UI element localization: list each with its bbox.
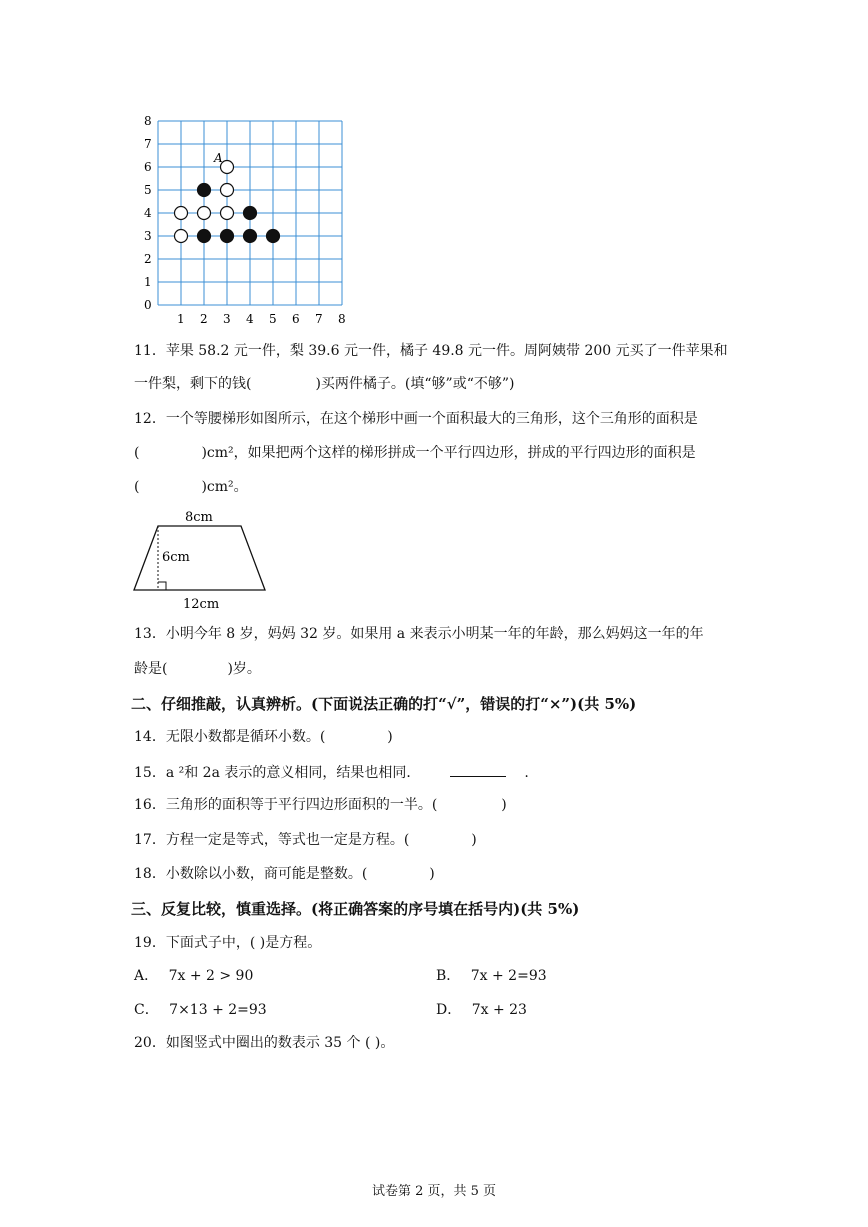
coordinate-grid-figure: [130, 108, 360, 330]
question-13-line-1: 13．小明今年 8 岁，妈妈 32 岁。如果用 a 来表示小明某一年的年龄，那么妈妈这一年的年: [134, 626, 704, 642]
white-stone: [221, 184, 234, 197]
trapezoid-height-label: 6cm: [162, 550, 190, 565]
option-c-text: 7×13 + 2=93: [169, 1002, 267, 1018]
trapezoid-shape: [134, 526, 265, 590]
black-stone: [198, 230, 211, 243]
question-12-line-3: [134, 477, 248, 497]
question-15: [134, 762, 529, 783]
q12-text-b: )cm²，如果把两个这样的梯形拼成一个平行四边形，拼成的平行四边形的面积是: [201, 445, 696, 461]
x-tick-label: 3: [223, 312, 231, 326]
x-tick-label: 2: [200, 312, 208, 326]
q18-close: ): [429, 866, 435, 882]
y-tick-label: 4: [144, 206, 152, 220]
x-tick-label: 6: [292, 312, 300, 326]
q14-text: 14．无限小数都是循环小数。(: [134, 729, 326, 745]
q16-close: ): [501, 797, 507, 813]
q16-text: 16．三角形的面积等于平行四边形面积的一半。(: [134, 797, 438, 813]
x-tick-label: 4: [246, 312, 254, 326]
q19-option-b[interactable]: [436, 966, 547, 986]
q17-text: 17．方程一定是等式，等式也一定是方程。(: [134, 832, 410, 848]
y-tick-label: 1: [144, 275, 152, 289]
question-11-line-2: [134, 374, 514, 394]
question-11-line-1: 11．苹果 58.2 元一件，梨 39.6 元一件，橘子 49.8 元一件。周阿姨带 200 元买了一件苹果和: [134, 343, 728, 359]
q17-close: ): [471, 832, 477, 848]
white-stone: [175, 230, 188, 243]
trapezoid-figure: [128, 505, 278, 615]
x-tick-label: 5: [269, 312, 277, 326]
q19-option-c[interactable]: [134, 1000, 267, 1020]
option-b-text: 7x + 2=93: [470, 968, 547, 984]
q12-text-a: (: [134, 445, 140, 461]
q18-text: 18．小数除以小数，商可能是整数。(: [134, 866, 368, 882]
q11-text-a: 一件梨，剩下的钱(: [134, 376, 252, 392]
y-tick-label: 2: [144, 252, 152, 266]
y-tick-label: 7: [144, 137, 152, 151]
black-stone: [244, 207, 257, 220]
question-20-stem: 20．如图竖式中圈出的数表示 35 个 ( )。: [134, 1035, 395, 1051]
option-c-label: C．: [134, 1002, 159, 1018]
q11-text-b: )买两件橘子。(填“够”或“不够”): [315, 376, 515, 392]
right-angle-mark: [158, 582, 166, 590]
question-16: [134, 795, 507, 815]
question-18: [134, 864, 435, 884]
question-19-stem: 19．下面式子中，( )是方程。: [134, 935, 322, 951]
black-stone: [198, 184, 211, 197]
point-a-label: A: [214, 151, 223, 165]
page-footer: 试卷第 2 页，共 5 页: [371, 1184, 497, 1199]
white-stone: [198, 207, 211, 220]
question-14: [134, 727, 393, 747]
option-a-label: A．: [134, 968, 159, 984]
black-stone: [221, 230, 234, 243]
q13-text-a: 龄是(: [134, 661, 168, 677]
q15-answer-blank[interactable]: [450, 762, 506, 777]
q19-option-d[interactable]: [436, 1000, 527, 1020]
y-tick-label: 0: [144, 298, 152, 312]
x-tick-label: 8: [338, 312, 346, 326]
white-stone: [221, 207, 234, 220]
q15-text: 15．a ²和 2a 表示的意义相同，结果也相同．: [134, 765, 421, 781]
white-stone: [175, 207, 188, 220]
q12-text-d: )cm²。: [201, 479, 248, 495]
option-b-label: B．: [436, 968, 461, 984]
x-tick-label: 7: [315, 312, 323, 326]
q14-close: ): [387, 729, 393, 745]
q15-close: .: [524, 765, 529, 781]
x-axis-ticks: [177, 312, 346, 326]
y-tick-label: 8: [144, 114, 152, 128]
q12-text-c: (: [134, 479, 140, 495]
black-stone: [244, 230, 257, 243]
section-2-heading: 二、仔细推敲，认真辨析。(下面说法正确的打“√”，错误的打“×”)(共 5%): [131, 695, 637, 713]
option-a-text: 7x + 2 > 90: [168, 968, 254, 984]
y-tick-label: 3: [144, 229, 152, 243]
option-d-label: D．: [436, 1002, 462, 1018]
question-13-line-2: [134, 659, 261, 679]
q13-text-b: )岁。: [227, 661, 261, 677]
section-3-heading: 三、反复比较，慎重选择。(将正确答案的序号填在括号内)(共 5%): [131, 900, 580, 918]
y-axis-ticks: [144, 114, 152, 312]
x-tick-label: 1: [177, 312, 185, 326]
y-tick-label: 5: [144, 183, 152, 197]
trapezoid-top-label: 8cm: [185, 510, 213, 525]
question-12-line-2: [134, 443, 696, 463]
y-tick-label: 6: [144, 160, 152, 174]
black-stone: [267, 230, 280, 243]
q19-option-a[interactable]: [134, 966, 253, 986]
question-17: [134, 830, 477, 850]
question-12-line-1: 12．一个等腰梯形如图所示，在这个梯形中画一个面积最大的三角形，这个三角形的面积是: [134, 411, 698, 427]
trapezoid-bottom-label: 12cm: [183, 597, 220, 612]
option-d-text: 7x + 23: [471, 1002, 527, 1018]
